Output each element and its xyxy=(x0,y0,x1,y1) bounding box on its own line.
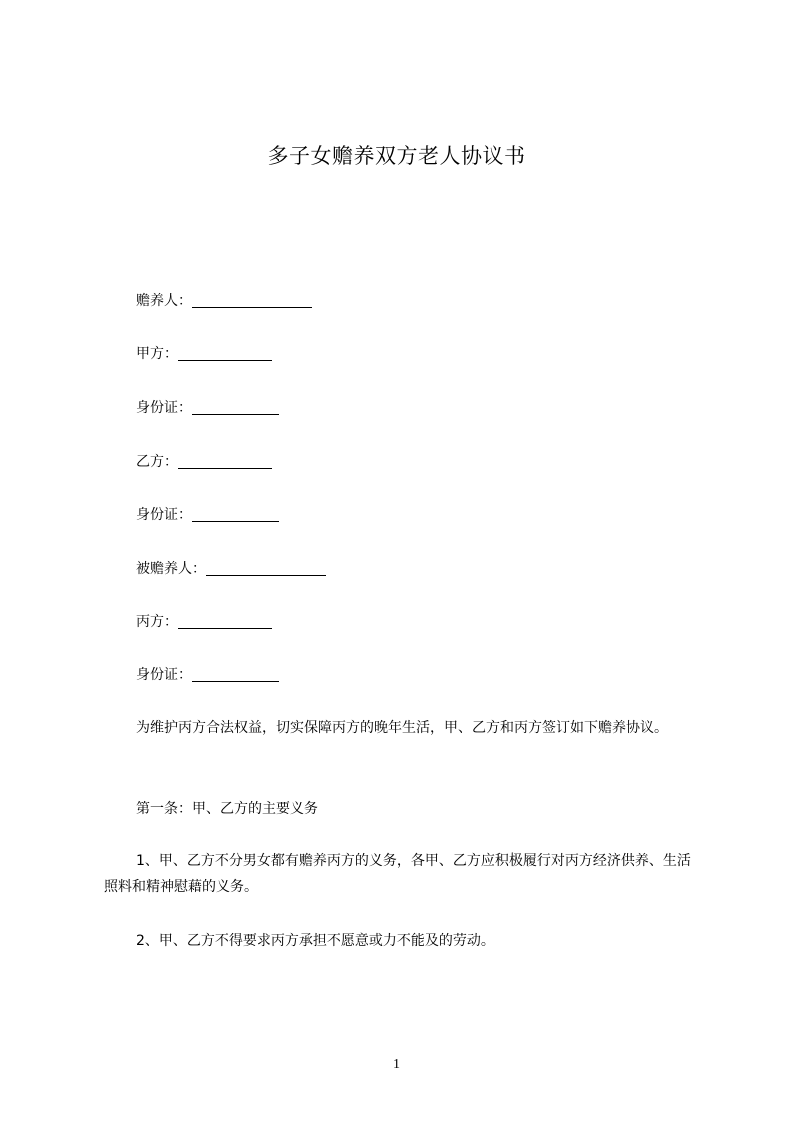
clause-1 xyxy=(104,848,704,900)
document-title: 多子女赡养双方老人协议书 xyxy=(267,144,526,168)
fill-in-blank[interactable] xyxy=(192,667,279,682)
field-label: 赡养人： xyxy=(136,293,192,309)
field-label: 乙方： xyxy=(136,454,178,470)
field-label: 被赡养人： xyxy=(136,561,206,577)
fill-in-blank[interactable] xyxy=(192,507,279,522)
field-supporter xyxy=(136,291,312,311)
field-party-b-id xyxy=(136,505,279,525)
fill-in-blank[interactable] xyxy=(192,400,279,415)
clause-1-text: 1、甲、乙方不分男女都有赡养丙方的义务，各甲、乙方应积极履行对丙方经济供养、生活照料和精神慰藉的义务。 xyxy=(104,853,691,895)
field-party-a-id xyxy=(136,398,279,418)
intro-paragraph xyxy=(104,715,704,741)
clause-2 xyxy=(104,928,704,954)
fill-in-blank[interactable] xyxy=(192,293,312,308)
field-party-c xyxy=(136,612,272,632)
page-number: 1 xyxy=(393,1057,400,1072)
article-heading-text: 第一条：甲、乙方的主要义务 xyxy=(136,801,318,817)
intro-text: 为维护丙方合法权益，切实保障丙方的晚年生活，甲、乙方和丙方签订如下赡养协议。 xyxy=(136,720,668,736)
fill-in-blank[interactable] xyxy=(206,561,326,576)
article-heading xyxy=(104,796,704,822)
field-label: 身份证： xyxy=(136,667,192,683)
field-party-b xyxy=(136,452,272,472)
field-label: 身份证： xyxy=(136,400,192,416)
clause-2-text: 2、甲、乙方不得要求丙方承担不愿意或力不能及的劳动。 xyxy=(136,933,495,949)
fill-in-blank[interactable] xyxy=(178,454,272,469)
field-party-a xyxy=(136,344,272,364)
field-label: 身份证： xyxy=(136,507,192,523)
field-party-c-id xyxy=(136,665,279,685)
field-label: 甲方： xyxy=(136,346,178,362)
field-label: 丙方： xyxy=(136,614,178,630)
fill-in-blank[interactable] xyxy=(178,614,272,629)
field-supported-person xyxy=(136,559,326,579)
fill-in-blank[interactable] xyxy=(178,346,272,361)
